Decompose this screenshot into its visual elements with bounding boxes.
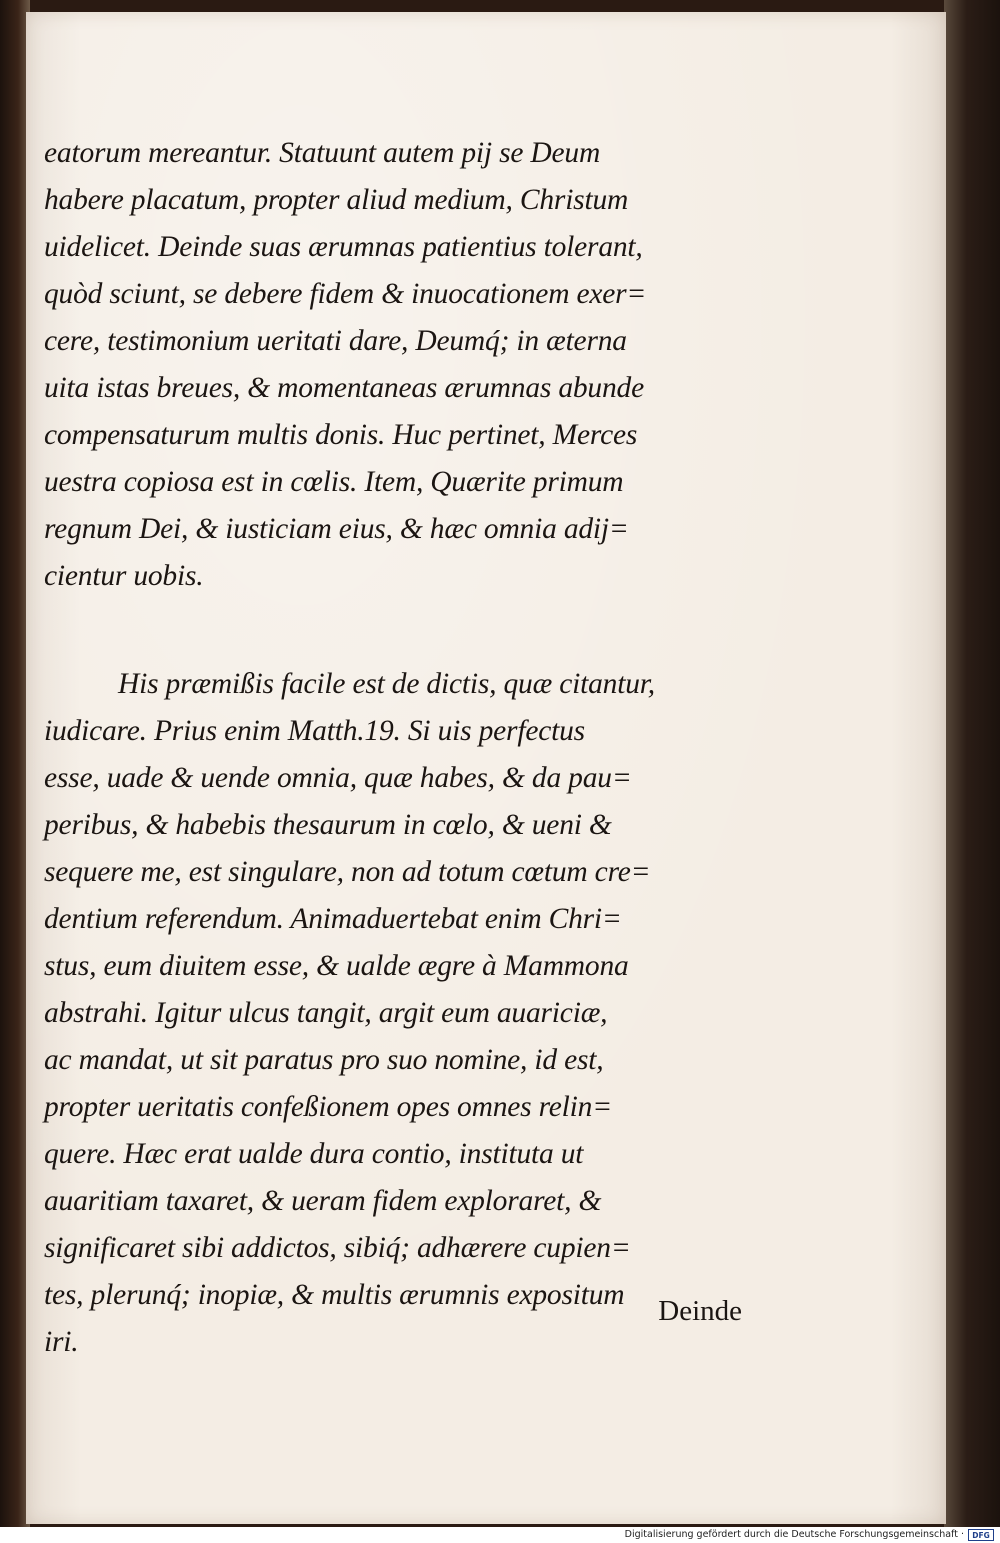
text-line: peribus, & habebis thesaurum in cœlo, & ueni & (44, 809, 612, 841)
text-line: compensaturum multis donis. Huc pertinet, Merces (44, 419, 638, 451)
text-line: uita istas breues, & momentaneas ærumnas abunde (44, 372, 644, 404)
book-edge (944, 0, 1000, 1527)
text-line: iri. (44, 1326, 79, 1358)
text-line: auaritiam taxaret, & ueram fidem exploraret, & (44, 1185, 602, 1217)
text-line: cientur uobis. (44, 560, 204, 592)
text-line: uidelicet. Deinde suas ærumnas patientius tolerant, (44, 231, 643, 263)
dfg-logo-icon: DFG (968, 1529, 994, 1541)
text-line: iudicare. Prius enim Matth.19. Si uis perfectus (44, 715, 585, 747)
text-line: dentium referendum. Animaduertebat enim Chri= (44, 903, 622, 935)
text-line: tes, plerunq́; inopiæ, & multis ærumnis expositum (44, 1279, 625, 1311)
text-line: uestra copiosa est in cœlis. Item, Quærite primum (44, 466, 624, 498)
book-page (26, 12, 946, 1524)
funding-credit: Digitalisierung gefördert durch die Deutsche Forschungsgemeinschaft · (624, 1529, 964, 1540)
paragraph-gap (44, 600, 744, 661)
text-line: habere placatum, propter aliud medium, Christum (44, 184, 629, 216)
text-line: quòd sciunt, se debere fidem & inuocationem exer= (44, 278, 647, 310)
catchword: Deinde (658, 1295, 742, 1327)
text-line: quere. Hæc erat ualde dura contio, instituta ut (44, 1138, 584, 1170)
text-line: regnum Dei, & iusticiam eius, & hæc omnia adij= (44, 513, 629, 545)
paragraph-1 (44, 130, 744, 600)
paragraph-2 (44, 661, 744, 1366)
text-line: eatorum mereantur. Statuunt autem pij se Deum (44, 137, 601, 169)
text-line: significaret sibi addictos, sibiq́; adhærere cupien= (44, 1232, 631, 1264)
text-line: ac mandat, ut sit paratus pro suo nomine, id est, (44, 1044, 604, 1076)
text-line: His præmißis facile est de dictis, quæ citantur, (118, 668, 655, 700)
text-line: abstrahi. Igitur ulcus tangit, argit eum auariciæ, (44, 997, 608, 1029)
text-line: sequere me, est singulare, non ad totum cœtum cre= (44, 856, 651, 888)
text-line: cere, testimonium ueritati dare, Deumq́; in æterna (44, 325, 627, 357)
text-line: propter ueritatis confeßionem opes omnes relin= (44, 1091, 612, 1123)
text-line: stus, eum diuitem esse, & ualde ægre à Mammona (44, 950, 629, 982)
text-line: esse, uade & uende omnia, quæ habes, & da pau= (44, 762, 632, 794)
page-text (44, 130, 744, 1366)
